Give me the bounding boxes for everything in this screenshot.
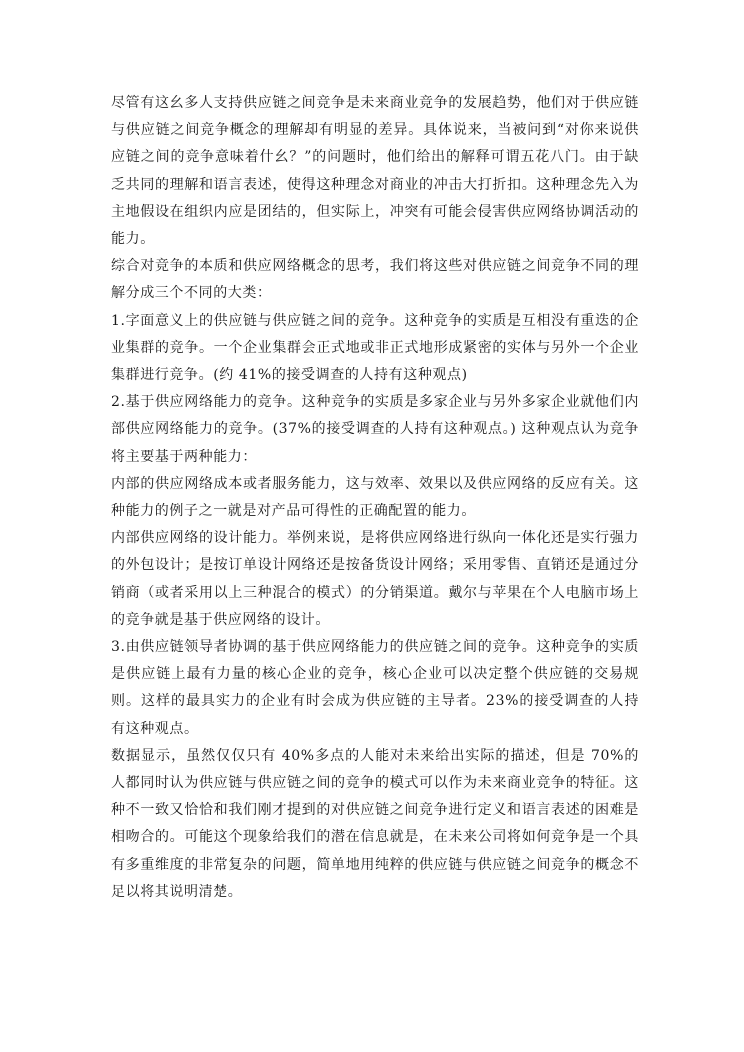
paragraph-conclusion: 数据显示，虽然仅仅只有 40%多点的人能对未来给出实际的描述，但是 70%的人都同时认为供应链与供应链之间的竞争的模式可以作为未来商业竞争的特征。这种不一致又恰恰和我们刚才提到的对供应链之间竞争进行定义和语言表述的困难是相吻合的。可能这个现象给我们的潜在信息就是，在未来公司将如何竞争是一个具有多重维度的非常复杂的问题，简单地用纯粹的供应链与供应链之间竞争的概念不足以将其说明清楚。 bbox=[111, 747, 639, 900]
paragraph-intro: 尽管有这幺多人支持供应链之间竞争是未来商业竞争的发展趋势，他们对于供应链与供应链之间竞争概念的理解却有明显的差异。具体说来，当被问到“对你来说供应链之间的竞争意味着什幺？”的问题时，他们给出的解释可谓五花八门。由于缺乏共同的理解和语言表述，使得这种理念对商业的冲击大打折扣。这种理念先入为主地假设在组织内应是团结的，但实际上，冲突有可能会侵害供应网络协调活动的能力。 bbox=[111, 95, 639, 248]
paragraph-category-1: 1.字面意义上的供应链与供应链之间的竞争。这种竞争的实质是互相没有重迭的企业集群的竞争。一个企业集群会正式地或非正式地形成紧密的实体与另外一个企业集群进行竞争。(约 41%的接受调查的人持有这种观点) bbox=[111, 312, 639, 384]
paragraph-cost-service-capability: 内部的供应网络成本或者服务能力，这与效率、效果以及供应网络的反应有关。这种能力的例子之一就是对产品可得性的正确配置的能力。 bbox=[111, 475, 639, 520]
document-body bbox=[111, 90, 639, 906]
paragraph-category-3: 3.由供应链领导者协调的基于供应网络能力的供应链之间的竞争。这种竞争的实质是供应链上最有力量的核心企业的竞争，核心企业可以决定整个供应链的交易规则。这样的最具实力的企业有时会成为供应链的主导者。23%的接受调查的人持有这种观点。 bbox=[111, 639, 639, 737]
paragraph-design-capability: 内部供应网络的设计能力。举例来说，是将供应网络进行纵向一体化还是实行强力的外包设计；是按订单设计网络还是按备货设计网络；采用零售、直销还是通过分销商（或者采用以上三种混合的模式）的分销渠道。戴尔与苹果在个人电脑市场上的竞争就是基于供应网络的设计。 bbox=[111, 530, 639, 628]
paragraph-category-2: 2.基于供应网络能力的竞争。这种竞争的实质是多家企业与另外多家企业就他们内部供应网络能力的竞争。(37%的接受调查的人持有这种观点。) 这种观点认为竞争将主要基于两种能力： bbox=[111, 394, 639, 465]
paragraph-classification: 综合对竞争的本质和供应网络概念的思考，我们将这些对供应链之间竞争不同的理解分成三个不同的大类： bbox=[111, 258, 639, 302]
